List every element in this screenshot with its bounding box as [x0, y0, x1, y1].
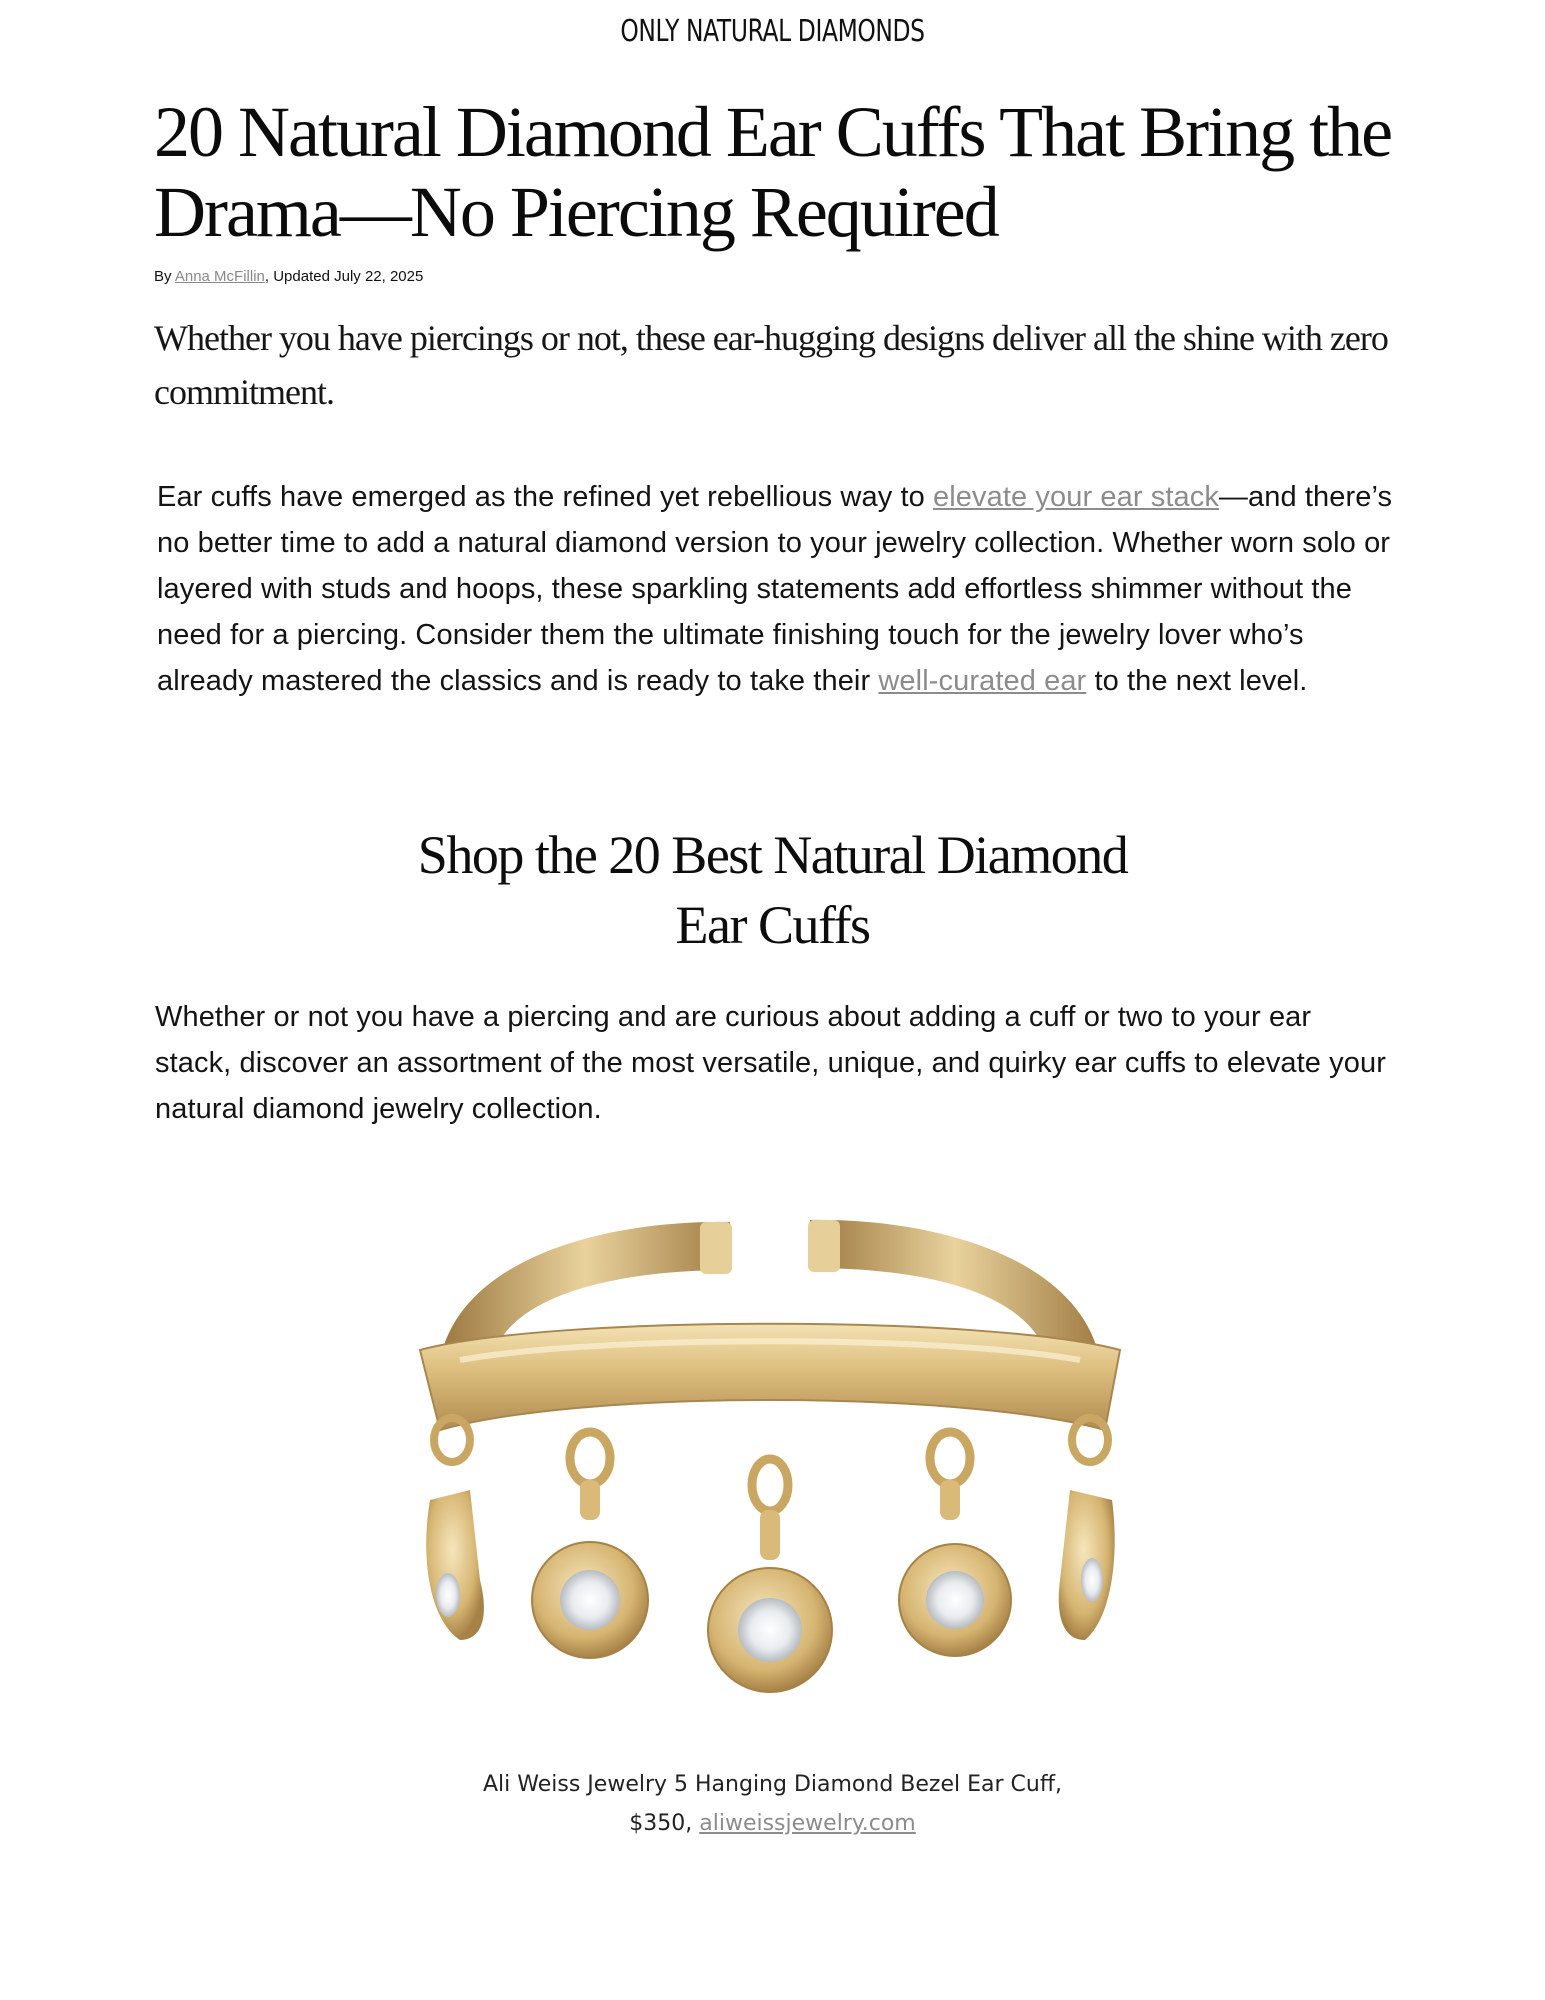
section-heading [0, 820, 1545, 960]
site-name: ONLY NATURAL DIAMONDS [620, 14, 925, 49]
retailer-link[interactable]: aliweissjewelry.com [699, 1811, 916, 1836]
site-logo[interactable] [170, 14, 1375, 49]
intro-text-1: Ear cuffs have emerged as the refined yet rebellious way to [157, 481, 934, 513]
ear-cuff-illustration [400, 1200, 1140, 1740]
title-line-1: 20 Natural Diamond Ear Cuffs That Bring the [154, 92, 1392, 172]
band-open-end-right [808, 1220, 840, 1272]
charm-3 [708, 1459, 832, 1692]
charm-1 [426, 1418, 484, 1640]
title-line-2: Drama—No Piercing Required [154, 172, 998, 252]
elevate-ear-stack-link[interactable]: elevate your ear stack [933, 481, 1219, 513]
byline [154, 268, 1394, 285]
product-price: $350, [629, 1811, 700, 1836]
author-link[interactable]: Anna McFillin [174, 268, 265, 285]
product-name: Ali Weiss Jewelry 5 Hanging Diamond Bezel Ear Cuff, [483, 1772, 1062, 1797]
shop-intro-paragraph: Whether or not you have a piercing and are curious about adding a cuff or two to your ear stack, discover an assortment of the most versatile, unique, and quirky ear cuffs to elevate your natural diamond jewelry collection. [155, 1001, 1386, 1125]
article-dek: Whether you have piercings or not, these ear-hugging designs deliver all the shine with zero commitment. [154, 318, 1388, 412]
charm-4 [899, 1432, 1011, 1656]
page-title [154, 92, 1394, 252]
band-open-end-left [700, 1222, 732, 1274]
article-header [154, 92, 1394, 419]
byline-prefix: By [154, 268, 175, 285]
intro-paragraph [157, 474, 1397, 704]
well-curated-ear-link[interactable]: well-curated ear [878, 665, 1087, 697]
product-image[interactable] [400, 1200, 1140, 1740]
charm-2 [532, 1432, 648, 1658]
charm-5 [1059, 1418, 1115, 1640]
product-price-line [0, 1804, 1545, 1843]
intro-text-2: —and there’s no better time to add a natural diamond version to your jewelry collection. Whether worn solo or layered with studs and hoops, these sparkling statements add effortless shimmer without the need for a piercing. Consider them the ultimate finishing touch for the jewelry lover who’s already mastered the classics and is ready to take their [157, 481, 1393, 697]
section-heading-line-1: Shop the 20 Best Natural Diamond [417, 825, 1128, 885]
intro-text-3: to the next level. [1086, 665, 1308, 697]
byline-date: , Updated July 22, 2025 [264, 268, 424, 285]
product-caption [0, 1765, 1545, 1843]
section-heading-line-2: Ear Cuffs [675, 895, 870, 955]
